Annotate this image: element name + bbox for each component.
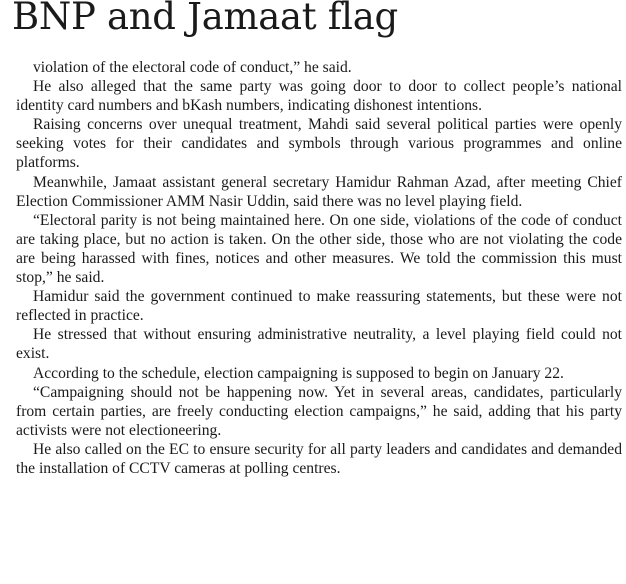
paragraph: “Electoral parity is not being maintained here. On one side, violations of the code of conduct are taking place, but no action is taken. On the other side, those who are not violating the code are being harassed with fines, notices and other measures. We told the commission this must stop,” he said. (16, 211, 622, 287)
paragraph: He also called on the EC to ensure security for all party leaders and candidates and demanded the installation of CCTV cameras at polling centres. (16, 440, 622, 477)
paragraph: Meanwhile, Jamaat assistant general secretary Hamidur Rahman Azad, after meeting Chief Election Commissioner AMM Nasir Uddin, said there was no level playing field. (16, 173, 622, 210)
paragraph: He stressed that without ensuring administrative neutrality, a level playing field could not exist. (16, 326, 622, 363)
paragraph: Raising concerns over unequal treatment, Mahdi said several political parties were openly seeking votes for their candidates and symbols through various programmes and online platforms. (16, 116, 622, 172)
paragraph: He also alleged that the same party was going door to door to collect people’s national identity card numbers and bKash numbers, indicating dishonest intentions. (16, 78, 622, 115)
article-body (16, 58, 622, 478)
paragraph: “Campaigning should not be happening now. Yet in several areas, candidates, particularly from certain parties, are freely conducting election campaigns,” he said, adding that his party activists were not electioneering. (16, 383, 622, 439)
paragraph: According to the schedule, election campaigning is supposed to begin on January 22. (33, 364, 564, 382)
headline: BNP and Jamaat flag (12, 0, 398, 38)
paragraph: violation of the electoral code of conduct,” he said. (33, 59, 352, 76)
paragraph: Hamidur said the government continued to make reassuring statements, but these were not reflected in practice. (16, 288, 622, 325)
